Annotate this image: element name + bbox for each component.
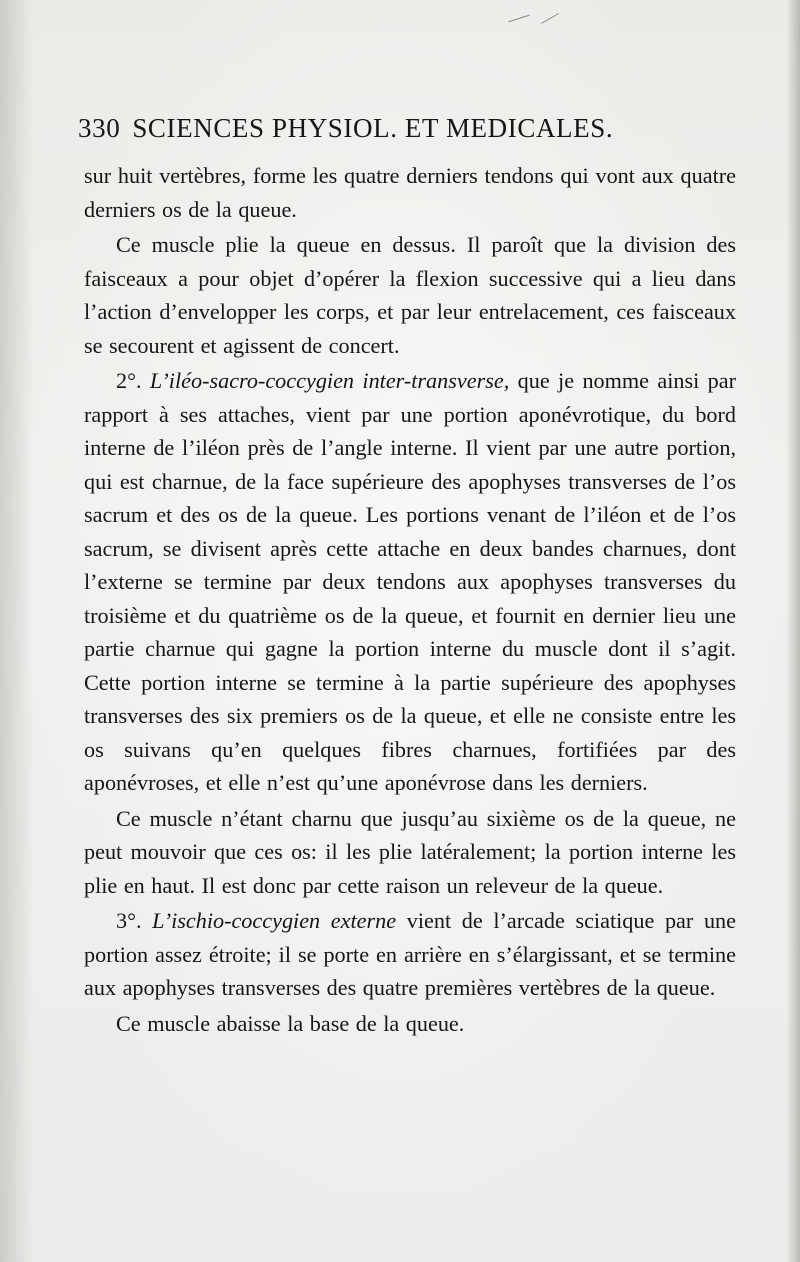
muscle-name: L’ischio-coccygien externe — [152, 908, 397, 933]
page-mark — [508, 15, 529, 23]
paragraph-p3 — [84, 364, 736, 800]
text-segment: Ce muscle abaisse la base de la queue. — [116, 1010, 465, 1036]
muscle-name: L’iléo-sacro-coccygien inter-transverse, — [149, 368, 510, 393]
page-mark — [541, 13, 559, 24]
paragraph-p4 — [84, 802, 736, 903]
paragraph-p6 — [84, 1007, 736, 1041]
running-header — [78, 113, 718, 144]
paragraph-p1 — [84, 159, 736, 226]
text-segment: vient de l’arcade sciatique par une portion assez étroite; il se porte en arrière en s’élargissant, et se termine aux apophyses transverses des quatre premières vertèbres de la queue. — [84, 908, 736, 1000]
text-segment: Ce muscle n’étant charnu que jusqu’au sixième os de la queue, ne peut mouvoir que ces os: il les plie latéralement; la portion interne les plie en haut. Il est donc par cette raison un releveur de la queue. — [84, 805, 736, 898]
running-title: SCIENCES PHYSIOL. ET MEDICALES. — [132, 113, 614, 143]
paragraph-p5 — [84, 904, 736, 1005]
page-number: 330 — [78, 113, 121, 143]
text-segment: 2°. — [116, 368, 150, 393]
body-text — [84, 159, 736, 1040]
text-segment: sur huit vertèbres, forme les quatre derniers tendons qui vont aux quatre derniers os de la queue. — [84, 163, 736, 222]
text-segment: Ce muscle plie la queue en dessus. Il paroît que la division des faisceaux a pour objet d’opérer la flexion successive qui a lieu dans l’action d’envelopper les corps, et par leur entrelacement, ces faisceaux se secourent et agissent de concert. — [84, 232, 736, 358]
text-segment: 3°. — [116, 908, 153, 933]
text-segment: que je nomme ainsi par rapport à ses attaches, vient par une portion aponévrotique, du bord interne de l’iléon près de l’angle interne. Il vient par une autre portion, qui est charnue, de la face supérieure des apophyses transverses de l’os sacrum et des os de la queue. Les portions venant de l’iléon et de l’os sacrum, se divisent après cette attache en deux bandes charnues, dont l’externe se termine par deux tendons aux apophyses transverses du troisième et du quatrième os de la queue, et fournit en dernier lieu une partie charnue qui gagne la portion interne du muscle dont il s’agit. Cette portion interne se termine à la partie supérieure des apophyses transverses des six premiers os de la queue, et elle ne consiste entre les os suivans qu’en quelques fibres charnues, fortifiées par des aponévroses, et elle n’est qu’une aponévrose dans les derniers. — [84, 368, 737, 795]
paragraph-p2 — [84, 228, 736, 362]
